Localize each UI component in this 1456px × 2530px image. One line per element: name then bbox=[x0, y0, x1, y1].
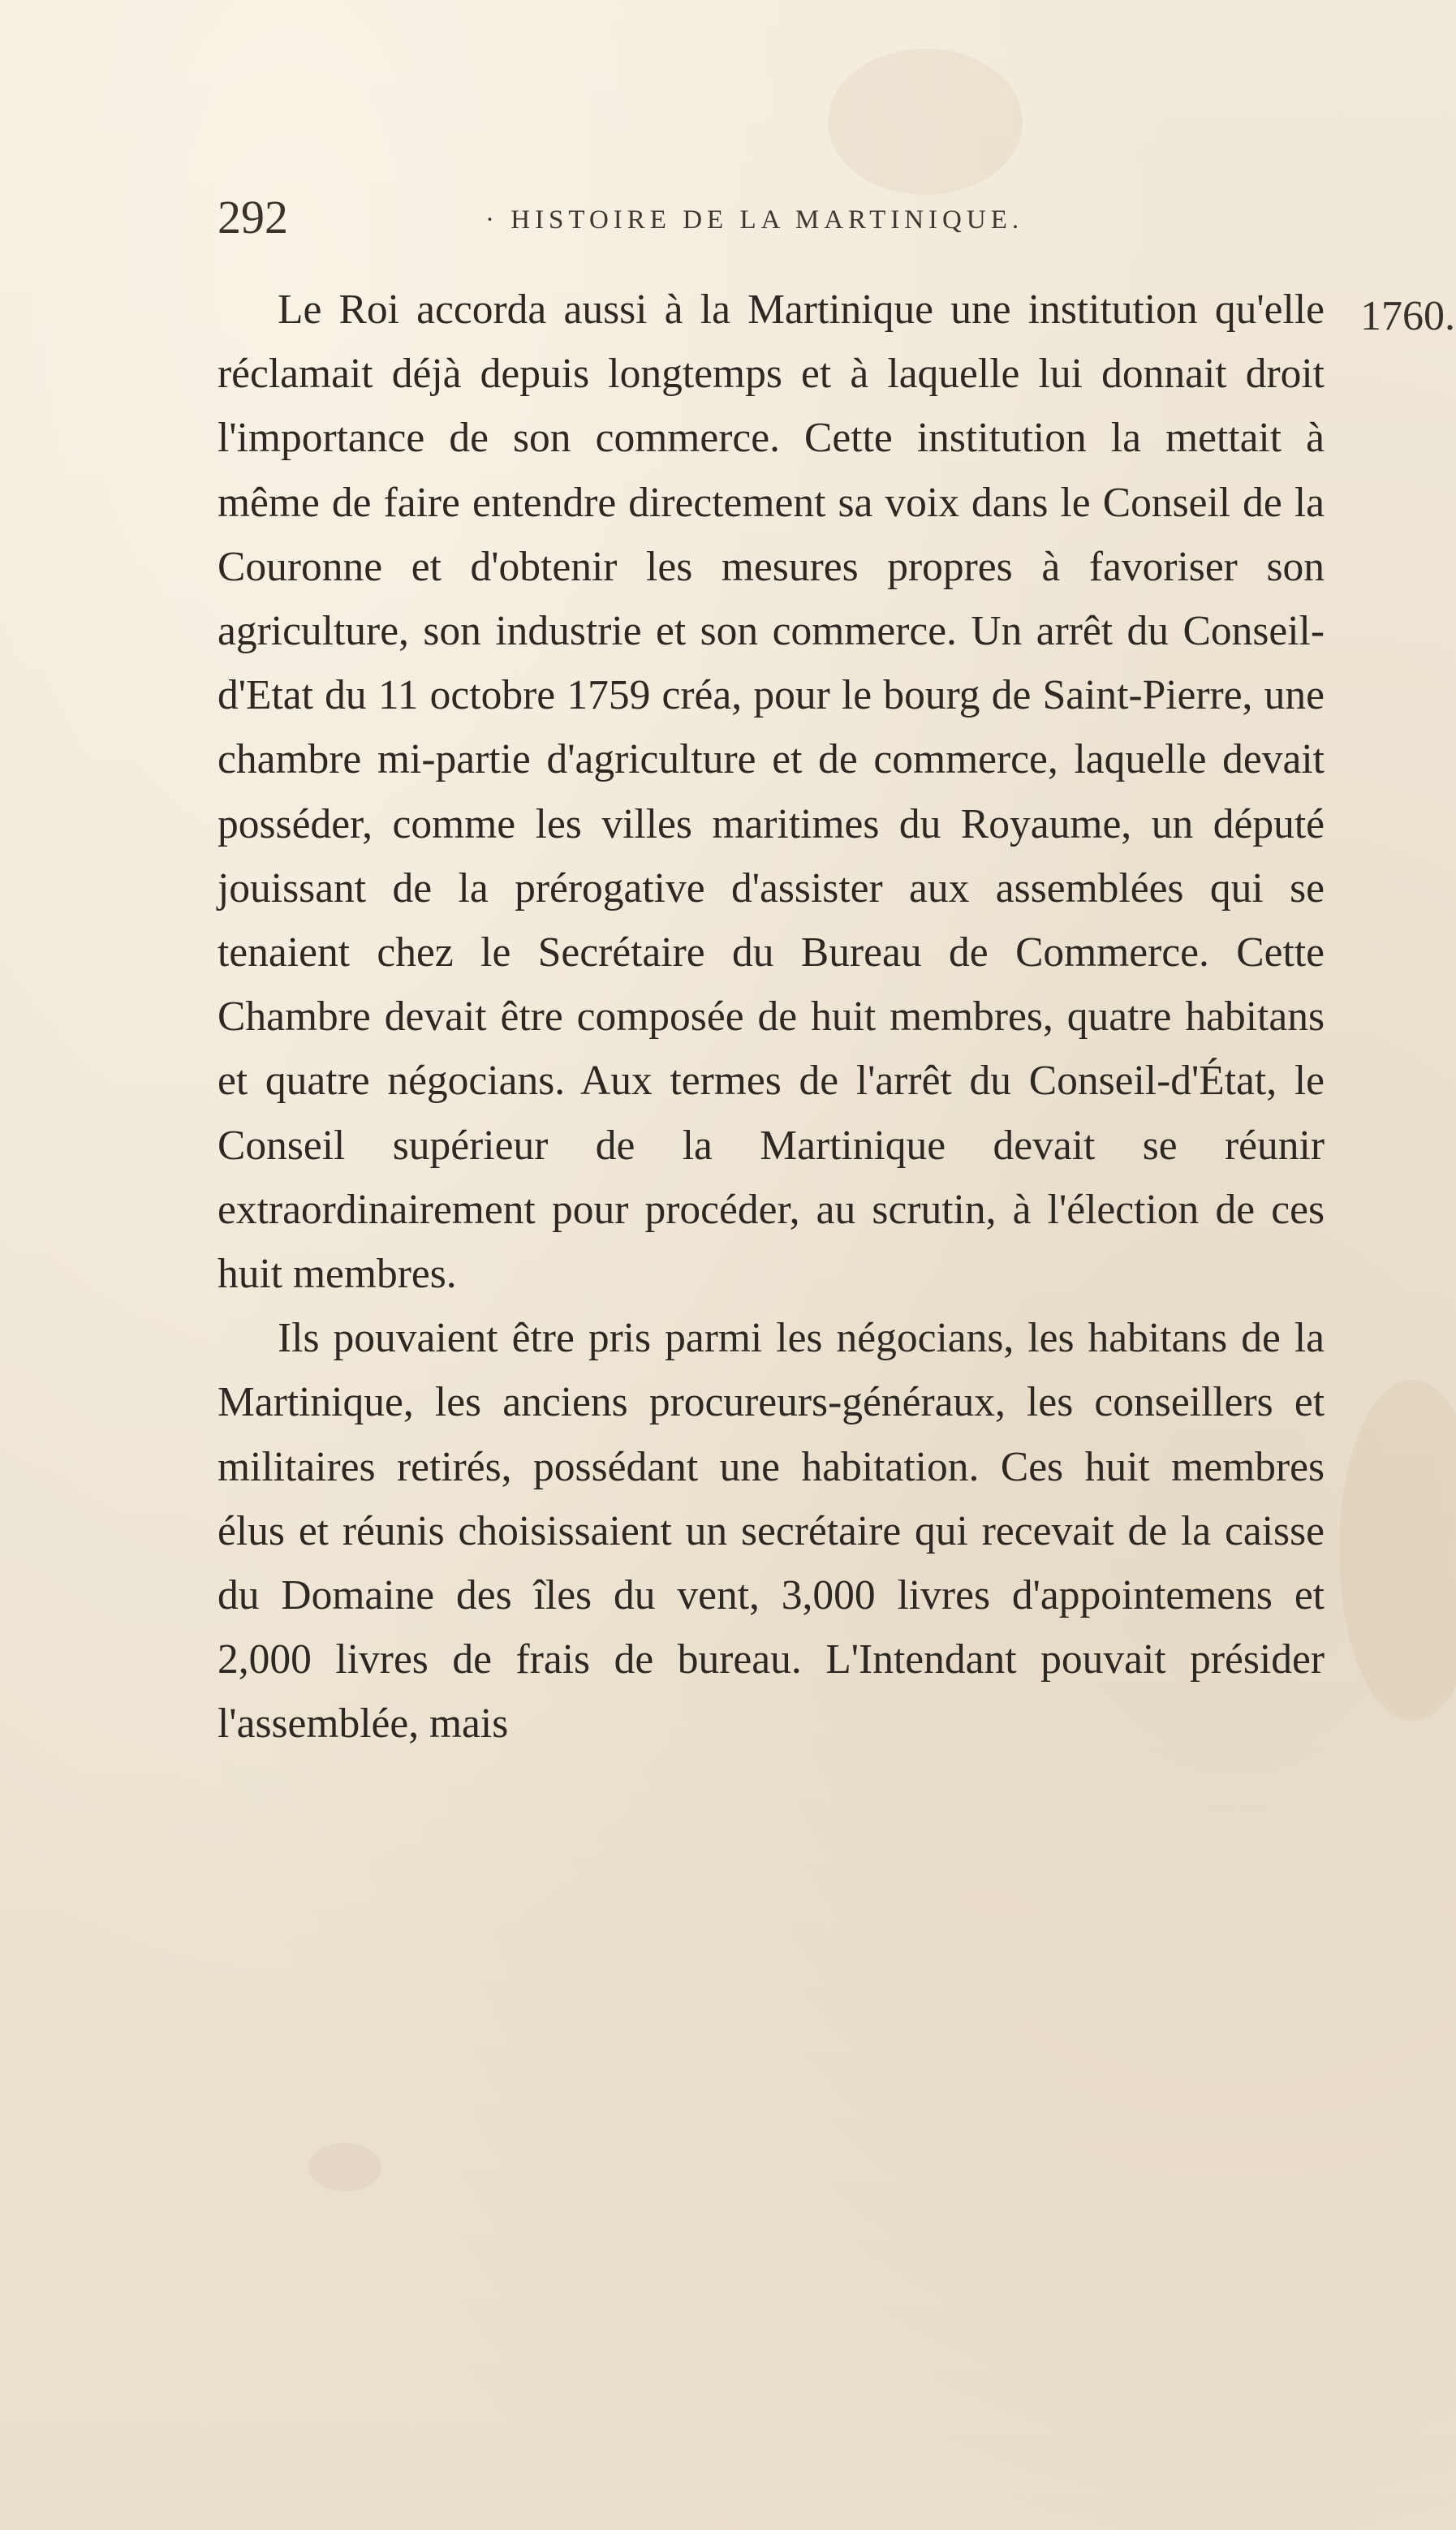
body-text bbox=[218, 278, 1325, 1756]
paragraph-1: Le Roi accorda aussi à la Martinique une institution qu'elle réclamait déjà depuis longtemps et à laquelle lui donnait droit l'importance de son commerce. Cette institution la mettait à même de faire entendre directement sa voix dans le Conseil de la Couronne et d'obtenir les mesures propres à favoriser son agriculture, son industrie et son commerce. Un arrêt du Conseil-d'Etat du 11 octobre 1759 créa, pour le bourg de Saint-Pierre, une chambre mi-partie d'agriculture et de commerce, laquelle devait posséder, comme les villes maritimes du Royaume, un député jouissant de la prérogative d'assister aux assemblées qui se tenaient chez le Secrétaire du Bureau de Commerce. Cette Chambre devait être composée de huit membres, quatre habitans et quatre négocians. Aux termes de l'arrêt du Conseil-d'État, le Conseil supérieur de la Martinique devait se réunir extraordinairement pour procéder, au scrutin, à l'élection de ces huit membres. bbox=[218, 287, 1325, 1298]
margin-year-note: 1760. bbox=[1360, 293, 1455, 339]
paper-stain bbox=[308, 2143, 381, 2192]
page-number: 292 bbox=[218, 191, 288, 244]
paragraph-2: Ils pouvaient être pris parmi les négocians, les habitans de la Martinique, les anciens procureurs-généraux, les conseillers et militaires retirés, possédant une habitation. Ces huit membres élus et réunis choisissaient un secrétaire qui recevait de la caisse du Domaine des îles du vent, 3,000 livres d'appointemens et 2,000 livres de frais de bureau. L'Intendant pouvait présider l'assemblée, mais bbox=[218, 1315, 1325, 1748]
paper-stain bbox=[828, 49, 1023, 195]
running-title: · HISTOIRE DE LA MARTINIQUE. bbox=[485, 205, 1024, 235]
page-header bbox=[218, 185, 1354, 250]
paper-stain bbox=[1339, 1380, 1456, 1721]
